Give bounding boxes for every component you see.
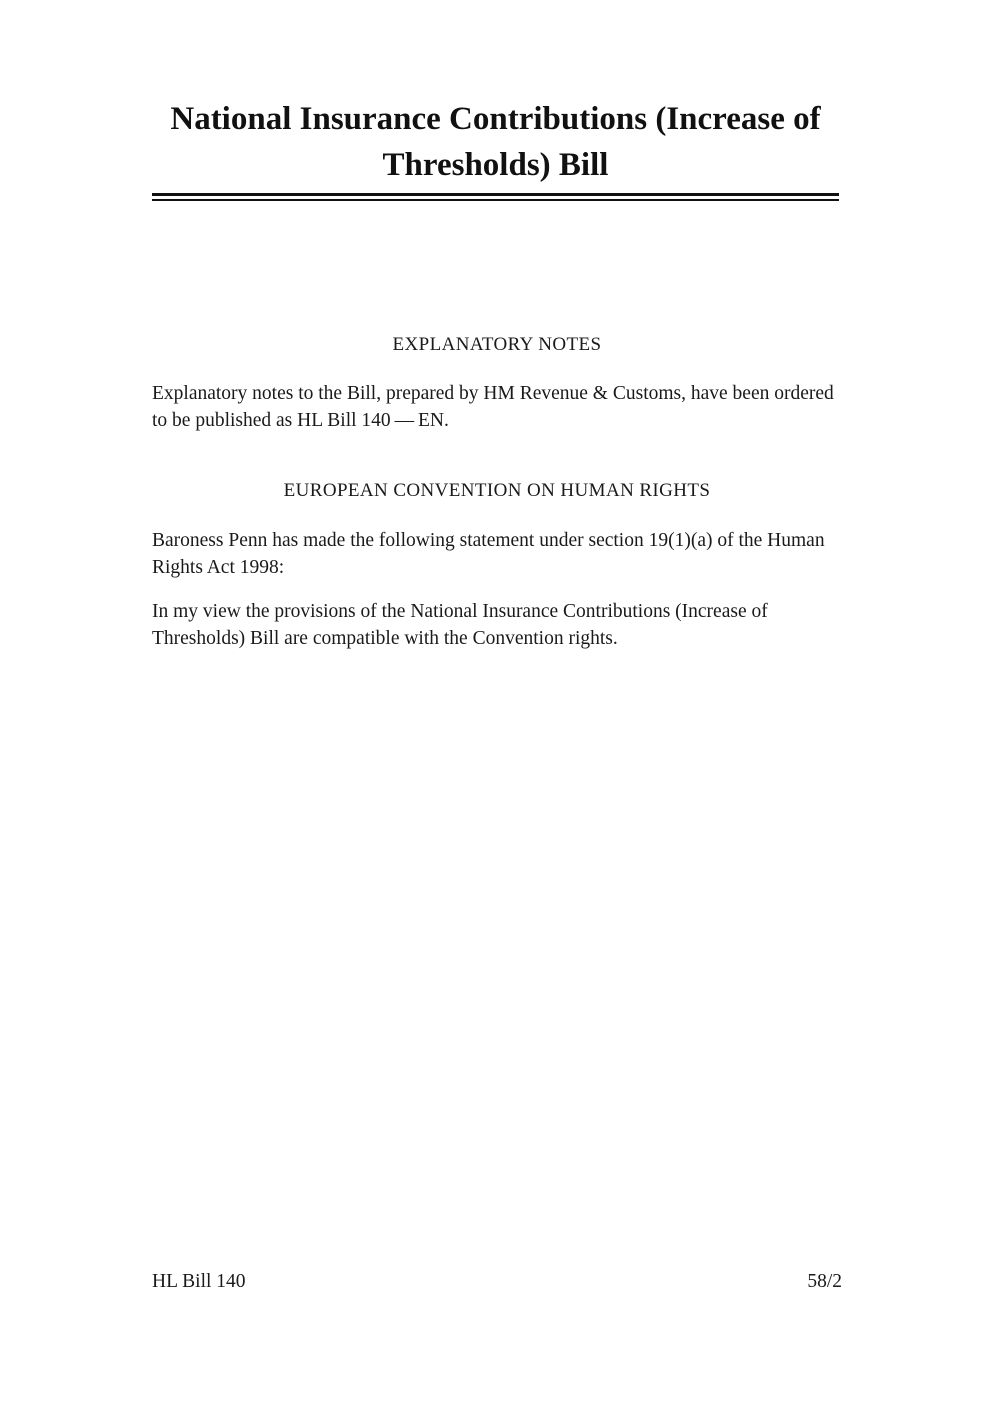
footer-session-number: 58/2 [807, 1271, 842, 1292]
explanatory-notes-heading: EXPLANATORY NOTES [392, 334, 602, 355]
page-footer [152, 1271, 842, 1293]
title-block [0, 0, 991, 201]
footer-bill-number: HL Bill 140 [152, 1271, 246, 1292]
echr-statement-paragraph: Baroness Penn has made the following statement under section 19(1)(a) of the Human Rights Act 1998: [152, 530, 825, 578]
bill-title [0, 96, 991, 188]
echr-compatibility-paragraph: In my view the provisions of the National Insurance Contributions (Increase of Thresholds) Bill are compatible with the Convention rights. [152, 601, 768, 649]
explanatory-notes-paragraph: Explanatory notes to the Bill, prepared by HM Revenue & Customs, have been ordered to be published as HL Bill 140 — EN. [152, 383, 834, 431]
section-echr [152, 480, 842, 652]
title-double-rule [152, 193, 839, 201]
page-content [152, 334, 842, 652]
bill-title-line-1: National Insurance Contributions (Increase of [170, 101, 821, 137]
bill-title-line-2: Thresholds) Bill [382, 147, 609, 183]
section-explanatory-notes [152, 334, 842, 434]
echr-heading: EUROPEAN CONVENTION ON HUMAN RIGHTS [283, 480, 711, 501]
